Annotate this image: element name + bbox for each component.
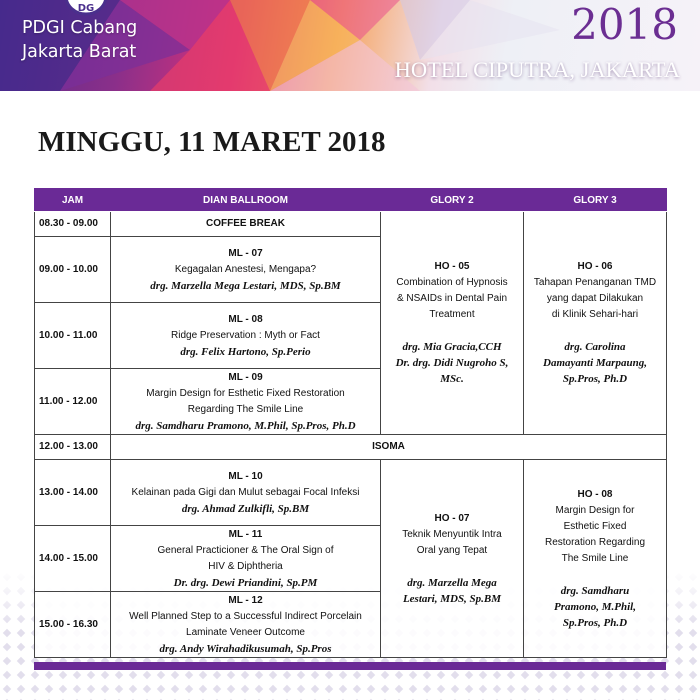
session-code: HO - 05 bbox=[434, 261, 470, 272]
session-ho-07 bbox=[381, 460, 524, 658]
session-speaker-line: drg. Carolina bbox=[564, 341, 626, 353]
time-cell: 15.00 - 16.30 bbox=[35, 592, 111, 658]
session-code: ML - 09 bbox=[228, 371, 263, 383]
session-code: ML - 07 bbox=[228, 247, 263, 259]
session-ml-09 bbox=[111, 369, 381, 435]
break-cell: COFFEE BREAK bbox=[111, 212, 381, 237]
session-topic-line: Margin Design for Esthetic Fixed Restoration bbox=[146, 387, 345, 399]
session-topic-line: The Smile Line bbox=[561, 552, 629, 564]
session-speaker: drg. Marzella Mega Lestari, MDS, Sp.BM bbox=[150, 279, 341, 292]
session-topic-line: Margin Design for bbox=[555, 504, 635, 516]
svg-text:DG: DG bbox=[77, 3, 95, 14]
session-speaker-line: Sp.Pros, Ph.D bbox=[562, 616, 628, 629]
session-ml-12 bbox=[111, 592, 381, 658]
session-speaker: drg. Ahmad Zulkifli, Sp.BM bbox=[181, 502, 310, 515]
organization-line-2: Jakarta Barat bbox=[22, 42, 137, 62]
break-cell: ISOMA bbox=[111, 435, 667, 460]
table-row bbox=[35, 460, 667, 526]
header-jam: JAM bbox=[35, 189, 111, 212]
session-speaker: Dr. drg. Dewi Priandini, Sp.PM bbox=[173, 576, 318, 589]
header-banner bbox=[0, 0, 700, 91]
schedule-table bbox=[34, 188, 667, 658]
session-speaker-line: Damayanti Marpaung, bbox=[543, 357, 647, 369]
session-code: ML - 08 bbox=[228, 313, 263, 325]
session-speaker-line: drg. Marzella Mega bbox=[407, 576, 497, 589]
session-speaker-line: MSc. bbox=[440, 373, 464, 385]
session-ho-06 bbox=[524, 212, 667, 435]
session-code: ML - 12 bbox=[228, 594, 263, 606]
session-speaker-line: Dr. drg. Didi Nugroho S, bbox=[395, 357, 509, 369]
session-topic-line: Regarding The Smile Line bbox=[187, 403, 304, 415]
session-speaker-line: Sp.Pros, Ph.D bbox=[562, 373, 628, 385]
header-dian-ballroom: DIAN BALLROOM bbox=[111, 189, 381, 212]
session-code: ML - 11 bbox=[228, 528, 263, 540]
session-ho-05 bbox=[381, 212, 524, 435]
session-code: HO - 08 bbox=[577, 488, 613, 500]
session-topic-line: & NSAIDs in Dental Pain bbox=[396, 293, 508, 304]
session-speaker: drg. Andy Wirahadikusumah, Sp.Pros bbox=[159, 642, 332, 655]
time-cell: 08.30 - 09.00 bbox=[35, 212, 111, 237]
session-speaker: drg. Felix Hartono, Sp.Perio bbox=[180, 345, 311, 358]
time-cell: 11.00 - 12.00 bbox=[35, 369, 111, 435]
time-cell: 10.00 - 11.00 bbox=[35, 303, 111, 369]
session-topic-line: Well Planned Step to a Successful Indirect Porcelain bbox=[129, 610, 362, 622]
session-topic-line: Treatment bbox=[429, 309, 475, 320]
organization-line-1: PDGI Cabang bbox=[22, 18, 138, 38]
session-topic-line: General Practicioner & The Oral Sign of bbox=[157, 544, 334, 556]
table-footer-bar bbox=[34, 662, 666, 670]
table-row bbox=[35, 212, 667, 237]
session-speaker-line: drg. Mia Gracia,CCH bbox=[402, 341, 502, 353]
session-code: ML - 10 bbox=[228, 470, 263, 482]
time-cell: 13.00 - 14.00 bbox=[35, 460, 111, 526]
session-topic-line: Laminate Veneer Outcome bbox=[186, 626, 305, 638]
table-row bbox=[35, 435, 667, 460]
header-glory-3: GLORY 3 bbox=[524, 189, 667, 212]
session-topic: Kegagalan Anestesi, Mengapa? bbox=[174, 263, 317, 275]
session-topic-line: di Klinik Sehari-hari bbox=[551, 309, 639, 320]
session-ml-11 bbox=[111, 526, 381, 592]
time-cell: 09.00 - 10.00 bbox=[35, 237, 111, 303]
session-ml-08 bbox=[111, 303, 381, 369]
table-header-row bbox=[35, 189, 667, 212]
session-topic-line: Restoration Regarding bbox=[544, 536, 646, 548]
session-speaker: drg. Samdharu Pramono, M.Phil, Sp.Pros, Ph.D bbox=[135, 419, 356, 432]
session-topic-line: Combination of Hypnosis bbox=[396, 277, 508, 288]
session-speaker-line: Lestari, MDS, Sp.BM bbox=[402, 592, 502, 605]
session-topic: Ridge Preservation : Myth or Fact bbox=[171, 329, 320, 341]
session-code: HO - 07 bbox=[434, 512, 470, 524]
session-speaker-line: drg. Samdharu bbox=[560, 584, 630, 597]
session-topic-line: yang dapat Dilakukan bbox=[546, 293, 644, 304]
event-year: 2018 bbox=[571, 0, 678, 49]
session-speaker-line: Pramono, M.Phil, bbox=[554, 600, 636, 613]
organization-name bbox=[22, 16, 137, 64]
session-code: HO - 06 bbox=[577, 261, 613, 272]
event-venue: HOTEL CIPUTRA, JAKARTA bbox=[394, 57, 680, 82]
session-topic-line: Esthetic Fixed bbox=[563, 520, 627, 532]
session-topic: Kelainan pada Gigi dan Mulut sebagai Focal Infeksi bbox=[131, 486, 360, 498]
time-cell: 14.00 - 15.00 bbox=[35, 526, 111, 592]
session-topic-line: Oral yang Tepat bbox=[416, 544, 488, 556]
time-cell: 12.00 - 13.00 bbox=[35, 435, 111, 460]
session-ml-07 bbox=[111, 237, 381, 303]
page-title: MINGGU, 11 MARET 2018 bbox=[38, 126, 386, 158]
session-topic-line: Teknik Menyuntik Intra bbox=[402, 528, 502, 540]
session-ml-10 bbox=[111, 460, 381, 526]
session-ho-08 bbox=[524, 460, 667, 658]
header-glory-2: GLORY 2 bbox=[381, 189, 524, 212]
session-topic-line: Tahapan Penanganan TMD bbox=[533, 277, 657, 288]
session-topic-line: HIV & Diphtheria bbox=[208, 560, 283, 572]
